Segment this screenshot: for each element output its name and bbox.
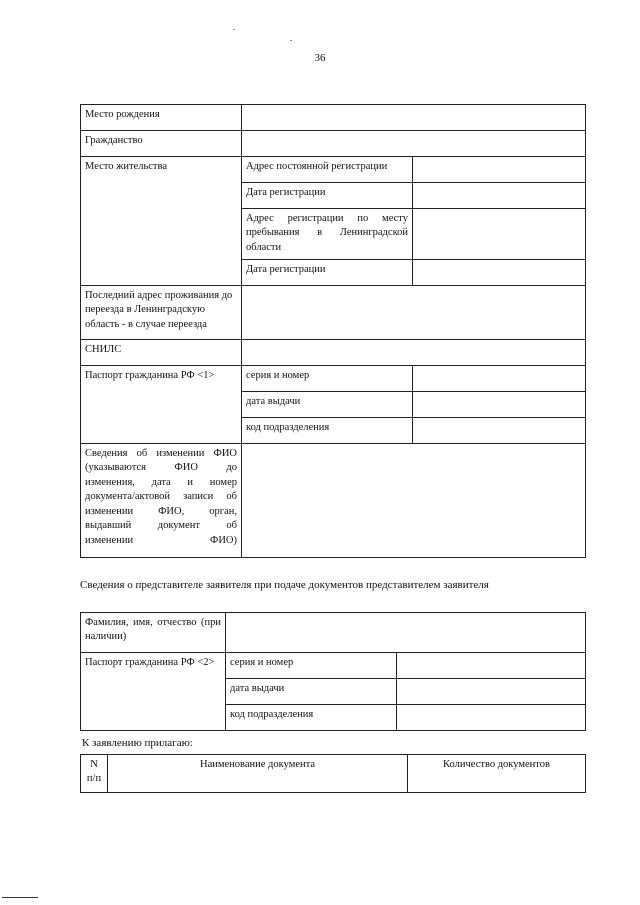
representative-passport-issue-date-label: дата выдачи xyxy=(226,679,397,705)
residence-label: Место жительства xyxy=(81,157,242,286)
scan-speck xyxy=(233,29,235,30)
footer-rule xyxy=(2,897,38,898)
temporary-registration-date-label: Дата регистрации xyxy=(242,260,413,286)
name-change-value[interactable] xyxy=(242,444,586,558)
temporary-registration-address-label: Адрес регистрации по месту пребывания в Ленинградской области xyxy=(242,209,413,260)
passport-issue-date-label: дата выдачи xyxy=(242,392,413,418)
passport-series-value[interactable] xyxy=(413,366,586,392)
representative-passport-department-code-label: код подразделения xyxy=(226,705,397,731)
last-address-value[interactable] xyxy=(242,286,586,340)
passport-department-code-label: код подразделения xyxy=(242,418,413,444)
scan-speck xyxy=(290,40,292,41)
attachments-label: К заявлению прилагаю: xyxy=(82,737,193,749)
representative-passport-department-code-value[interactable] xyxy=(397,705,586,731)
last-address-label: Последний адрес проживания до переезда в Ленинградскую область - в случае переезда xyxy=(81,286,242,340)
birthplace-label: Место рождения xyxy=(81,105,242,131)
passport-series-label: серия и номер xyxy=(242,366,413,392)
applicant-info-table xyxy=(80,104,586,558)
passport-issue-date-value[interactable] xyxy=(413,392,586,418)
permanent-registration-address-label: Адрес постоянной регистрации xyxy=(242,157,413,183)
representative-passport-label: Паспорт гражданина РФ <2> xyxy=(81,653,226,731)
number-column-header: N п/п xyxy=(81,755,108,793)
registration-date-label: Дата регистрации xyxy=(242,183,413,209)
snils-value[interactable] xyxy=(242,340,586,366)
attachments-table xyxy=(80,754,586,793)
snils-label: СНИЛС xyxy=(81,340,242,366)
representative-full-name-label: Фамилия, имя, отчество (при наличии) xyxy=(81,613,226,653)
document-count-column-header: Количество документов xyxy=(408,755,586,793)
representative-passport-issue-date-value[interactable] xyxy=(397,679,586,705)
page-number: 36 xyxy=(314,52,326,64)
temporary-registration-date-value[interactable] xyxy=(413,260,586,286)
representative-passport-series-label: серия и номер xyxy=(226,653,397,679)
temporary-registration-address-value[interactable] xyxy=(413,209,586,260)
representative-table xyxy=(80,612,586,731)
permanent-registration-address-value[interactable] xyxy=(413,157,586,183)
birthplace-value[interactable] xyxy=(242,105,586,131)
representative-full-name-value[interactable] xyxy=(226,613,586,653)
registration-date-value[interactable] xyxy=(413,183,586,209)
name-change-label: Сведения об изменении ФИО (указываются ФИО до изменения, дата и номер документа/актовой записи об изменении ФИО, орган, выдавший документ об изменении ФИО) xyxy=(81,444,242,558)
representative-passport-series-value[interactable] xyxy=(397,653,586,679)
passport-department-code-value[interactable] xyxy=(413,418,586,444)
citizenship-value[interactable] xyxy=(242,131,586,157)
citizenship-label: Гражданство xyxy=(81,131,242,157)
document-name-column-header: Наименование документа xyxy=(108,755,408,793)
representative-section-title: Сведения о представителе заявителя при подаче документов представителем заявителя xyxy=(80,579,489,591)
passport-label: Паспорт гражданина РФ <1> xyxy=(81,366,242,444)
